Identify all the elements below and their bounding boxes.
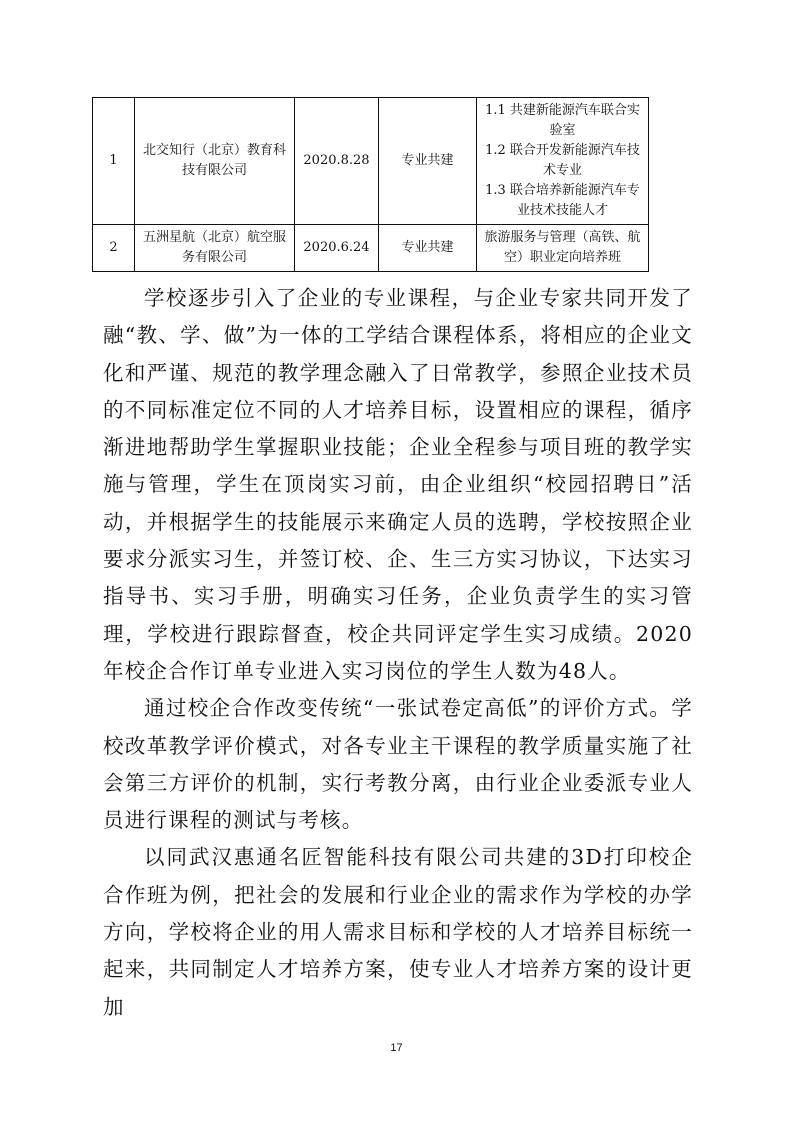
paragraph: 学校逐步引入了企业的专业课程，与企业专家共同开发了融“教、学、做”为一体的工学结合课程体系，将相应的企业文化和严谨、规范的教学理念融入了日常教学，参照企业技术员的不同标准定位不同的人才培养目标，设置相应的课程，循序渐进地帮助学生掌握职业技能；企业全程参与项目班的教学实施与管理，学生在顶岗实习前，由企业组织“校园招聘日”活动，并根据学生的技能展示来确定人员的选聘，学校按照企业要求分派实习生，并签订校、企、生三方实习协议，下达实习指导书、实习手册，明确实习任务，企业负责学生的实习管理，学校进行跟踪督查，校企共同评定学生实习成绩。2020年校企合作订单专业进入实习岗位的学生人数为48人。: [103, 286, 693, 683]
cooperation-type-cell: 专业共建: [379, 225, 477, 272]
body-text: [103, 280, 693, 1026]
table-row: [93, 98, 649, 225]
cooperation-goals-cell: [477, 225, 649, 272]
goal-item: 1.2 联合开发新能源汽车技术专业: [485, 143, 640, 178]
company-cell: 北交知行（北京）教育科技有限公司: [135, 98, 295, 225]
date-cell: 2020.8.28: [295, 98, 379, 225]
row-number-cell: 2: [93, 225, 135, 272]
cooperation-type-cell: 专业共建: [379, 98, 477, 225]
company-cell: 五洲星航（北京）航空服务有限公司: [135, 225, 295, 272]
goal-item: 旅游服务与管理（高铁、航空）职业定向培养班: [484, 230, 641, 265]
goal-item: 1.1 共建新能源汽车联合实验室: [485, 103, 640, 138]
goal-item: 1.3 联合培养新能源汽车专业技术技能人才: [485, 183, 640, 218]
paragraph: 通过校企合作改变传统“一张试卷定高低”的评价方式。学校改革教学评价模式，对各专业主干课程的教学质量实施了社会第三方评价的机制，实行考教分离，由行业企业委派专业人员进行课程的测试与考核。: [103, 696, 693, 833]
paragraph: 以同武汉惠通名匠智能科技有限公司共建的3D打印校企合作班为例，把社会的发展和行业企业的需求作为学校的办学方向，学校将企业的用人需求目标和学校的人才培养目标统一起来，共同制定人才培养方案，使专业人才培养方案的设计更加: [103, 845, 693, 1019]
row-number-cell: 1: [93, 98, 135, 225]
cooperation-goals-cell: [477, 98, 649, 225]
cooperation-table: [92, 97, 649, 272]
date-cell: 2020.6.24: [295, 225, 379, 272]
page-number: 17: [390, 1042, 403, 1054]
table-row: [93, 225, 649, 272]
